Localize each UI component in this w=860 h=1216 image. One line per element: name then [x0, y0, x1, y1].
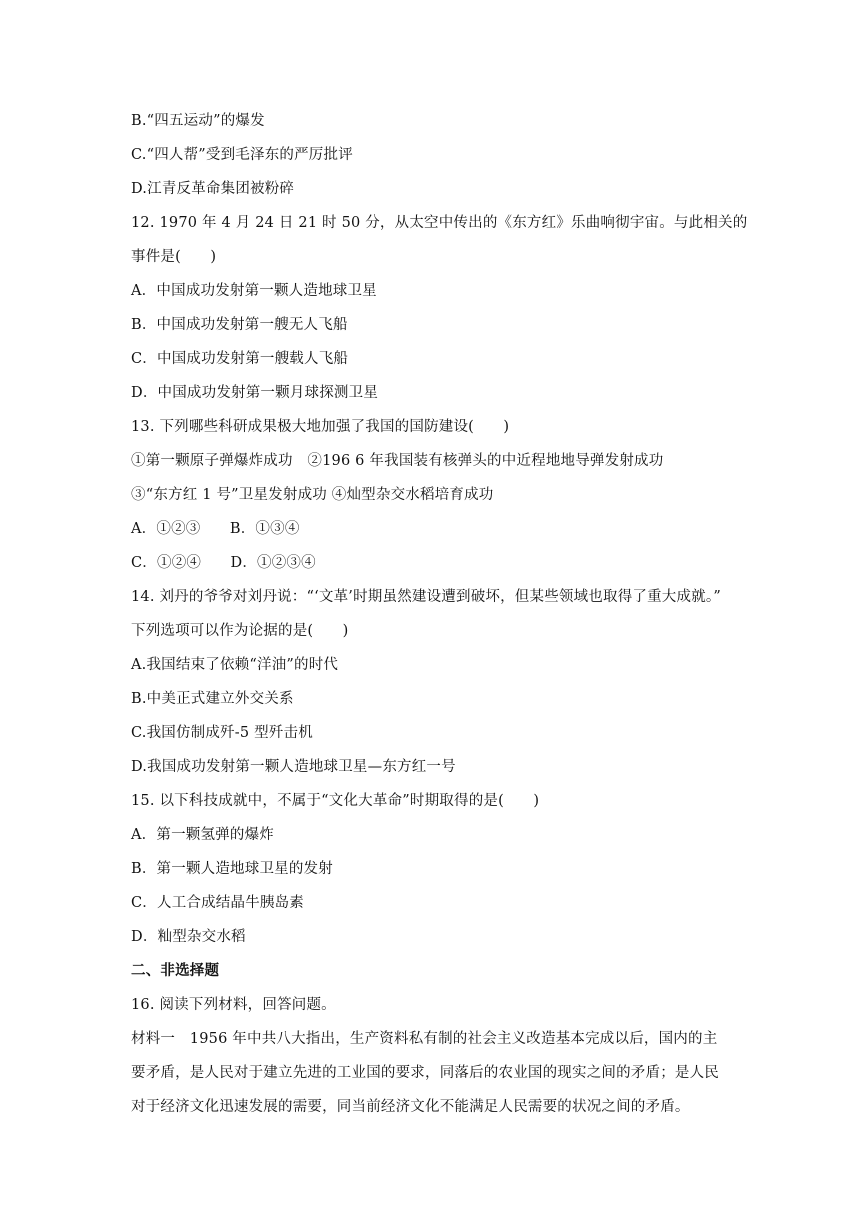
material-1-line-3: 对于经济文化迅速发展的需要，同当前经济文化不能满足人民需要的状况之间的矛盾。: [131, 1099, 690, 1115]
question-12-stem-cont: 事件是( ): [131, 249, 217, 265]
option-11d: D.江青反革命集团被粉碎: [131, 181, 295, 197]
question-13-stem: 13. 下列哪些科研成果极大地加强了我国的国防建设( ): [131, 419, 510, 435]
option-12a: A．中国成功发射第一颗人造地球卫星: [131, 283, 377, 299]
question-16-stem: 16. 阅读下列材料，回答问题。: [131, 997, 336, 1013]
option-15c: C．人工合成结晶牛胰岛素: [131, 895, 304, 911]
option-14a: A.我国结束了依赖“洋油”的时代: [131, 657, 339, 673]
material-1-line-2: 要矛盾，是人民对于建立先进的工业国的要求，同落后的农业国的现实之间的矛盾；是人民: [131, 1065, 719, 1081]
option-11c: C.“四人帮”受到毛泽东的严厉批评: [131, 147, 353, 163]
question-12-stem: 12. 1970 年 4 月 24 日 21 时 50 分，从太空中传出的《东方红》乐曲响彻宇宙。与此相关的: [131, 215, 748, 231]
option-15b: B．第一颗人造地球卫星的发射: [131, 861, 333, 877]
option-12c: C．中国成功发射第一艘载人飞船: [131, 351, 349, 367]
option-12d: D．中国成功发射第一颗月球探测卫星: [131, 385, 379, 401]
section-heading-non-choice: 二、非选择题: [131, 962, 220, 979]
options-13-cd: C．①②④ D．①②③④: [131, 555, 316, 571]
question-13-items-1: ①第一颗原子弹爆炸成功 ②196 6 年我国装有核弹头的中近程地地导弹发射成功: [131, 453, 664, 469]
option-15d: D．籼型杂交水稻: [131, 929, 246, 945]
option-14c: C.我国仿制成歼-5 型歼击机: [131, 725, 313, 741]
option-14b: B.中美正式建立外交关系: [131, 691, 294, 707]
material-1-line-1: 材料一 1956 年中共八大指出，生产资料私有制的社会主义改造基本完成以后，国内的主: [131, 1031, 718, 1047]
option-15a: A．第一颗氢弹的爆炸: [131, 827, 274, 843]
option-12b: B．中国成功发射第一艘无人飞船: [131, 317, 348, 333]
question-14-stem-cont: 下列选项可以作为论据的是( ): [131, 623, 349, 639]
options-13-ab: A．①②③ B．①③④: [131, 521, 300, 537]
option-14d: D.我国成功发射第一颗人造地球卫星—东方红一号: [131, 759, 456, 775]
question-15-stem: 15. 以下科技成就中，不属于“文化大革命”时期取得的是( ): [131, 793, 540, 809]
option-11b: B.“四五运动”的爆发: [131, 113, 265, 129]
question-13-items-2: ③“东方红 1 号”卫星发射成功 ④灿型杂交水稻培育成功: [131, 487, 494, 503]
question-14-stem: 14. 刘丹的爷爷对刘丹说：“‘文革’时期虽然建设遭到破坏，但某些领域也取得了重大成就。”: [131, 589, 721, 605]
